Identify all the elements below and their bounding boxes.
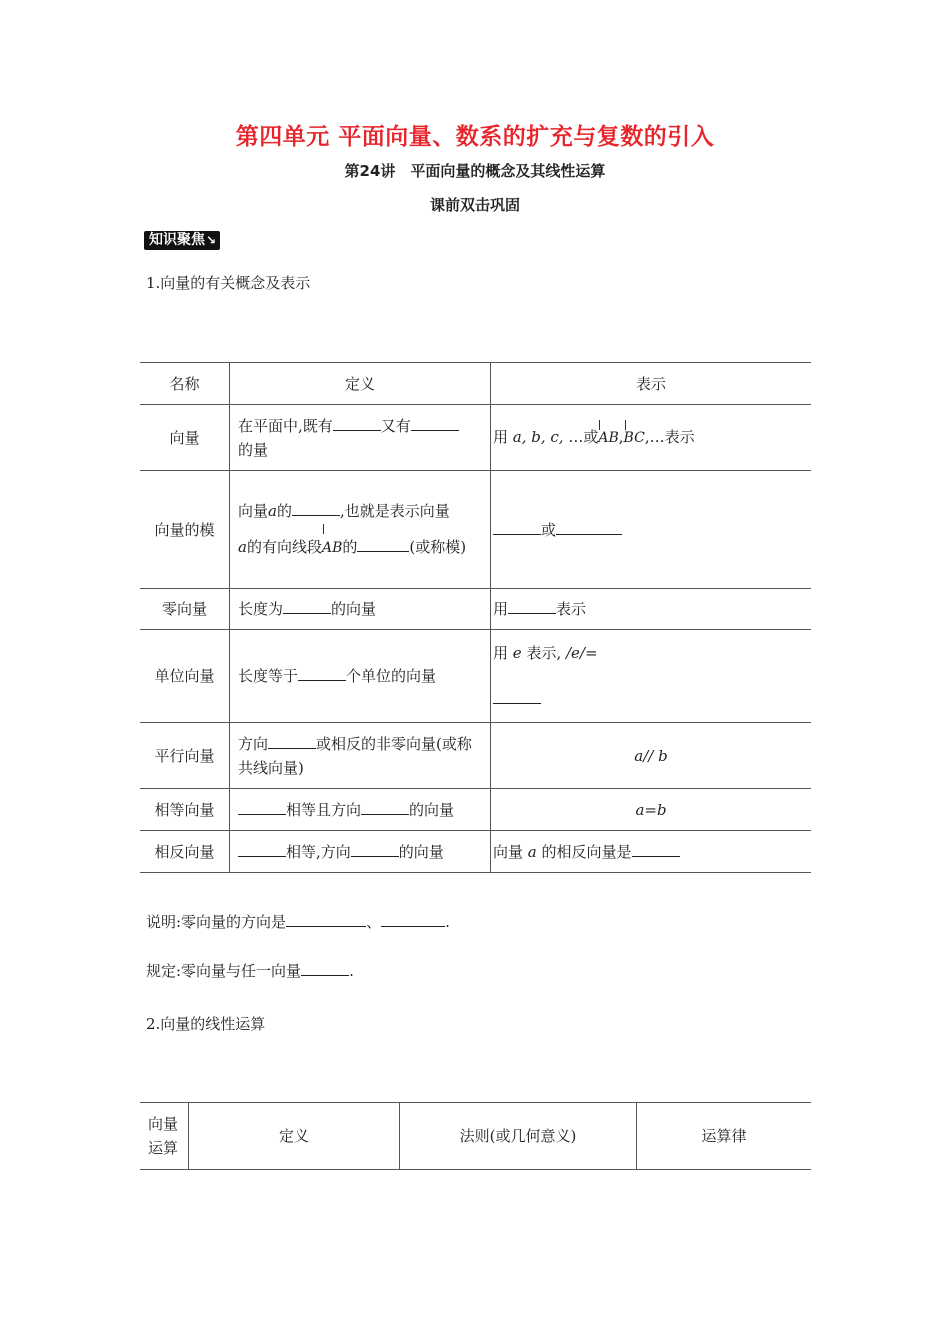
row-name: 向量的模 [140, 471, 230, 589]
row-name: 相反向量 [140, 831, 230, 873]
table-row [140, 831, 811, 873]
answer-blank[interactable] [632, 842, 680, 857]
row-name: 相等向量 [140, 789, 230, 831]
col-header-rule: 法则(或几何意义) [400, 1103, 637, 1170]
row-definition: 向量a的 ,也就是表示向量 a的有向线段AB的 (或称模) [230, 471, 491, 589]
col-header-definition: 定义 [230, 363, 491, 405]
row-name: 平行向量 [140, 723, 230, 789]
badge-label: 知识聚焦 [149, 232, 205, 248]
col-header-law: 运算律 [637, 1103, 812, 1170]
lecture-subtitle: 课前双击巩固 [429, 196, 520, 214]
section-1-heading: 1.向量的有关概念及表示 [146, 274, 311, 292]
answer-blank[interactable] [333, 416, 381, 431]
unit-title: 第四单元 平面向量、数系的扩充与复数的引入 [235, 124, 715, 150]
lecture-title: 第24讲 平面向量的概念及其线性运算 [344, 162, 606, 180]
col-header-definition: 定义 [189, 1103, 400, 1170]
answer-blank[interactable] [301, 961, 349, 976]
answer-blank[interactable] [508, 599, 556, 614]
table-row [140, 589, 811, 630]
answer-blank[interactable] [238, 842, 286, 857]
row-representation: a=b [491, 789, 812, 831]
table-row [140, 630, 811, 723]
col-header-name: 名称 [140, 363, 230, 405]
row-name: 向量 [140, 405, 230, 471]
table-row [140, 471, 811, 589]
table-row [140, 723, 811, 789]
row-definition: 相等,方向 的向量 [230, 831, 491, 873]
answer-blank[interactable] [361, 800, 409, 815]
answer-blank[interactable] [268, 734, 316, 749]
note-zero-vector-direction: 说明:零向量的方向是 、 . [146, 913, 450, 931]
table-header-row [140, 363, 811, 405]
row-definition: 长度等于 个单位的向量 [230, 630, 491, 723]
answer-blank[interactable] [298, 666, 346, 681]
row-definition: 长度为 的向量 [230, 589, 491, 630]
row-name: 零向量 [140, 589, 230, 630]
row-representation: a// b [491, 723, 812, 789]
knowledge-focus-badge [144, 231, 220, 250]
table-row [140, 789, 811, 831]
row-definition: 在平面中,既有 又有 的量 [230, 405, 491, 471]
vector-ab: AB [598, 426, 618, 450]
answer-blank[interactable] [238, 800, 286, 815]
table-row [140, 405, 811, 471]
answer-blank[interactable] [381, 912, 445, 927]
answer-blank[interactable] [283, 599, 331, 614]
arrow-down-right-icon: ↘ [206, 233, 217, 247]
answer-blank[interactable] [357, 537, 409, 552]
vector-ab: AB [322, 530, 342, 566]
linear-operations-table [140, 1102, 811, 1170]
answer-blank[interactable] [411, 416, 459, 431]
note-zero-vector-rule: 规定:零向量与任一向量 . [146, 962, 354, 980]
row-representation: 用 表示 [491, 589, 812, 630]
table-header-row [140, 1103, 811, 1170]
answer-blank[interactable] [292, 501, 340, 516]
row-name: 单位向量 [140, 630, 230, 723]
row-representation: 向量 a 的相反向量是 [491, 831, 812, 873]
row-definition: 相等且方向 的向量 [230, 789, 491, 831]
answer-blank[interactable] [286, 912, 366, 927]
row-definition: 方向 或相反的非零向量(或称共线向量) [230, 723, 491, 789]
row-representation: 或 [491, 471, 812, 589]
answer-blank[interactable] [351, 842, 399, 857]
row-representation: 用 a, b, c, …或AB,BC,…表示 [491, 405, 812, 471]
vector-concepts-table [140, 362, 811, 873]
col-header-representation: 表示 [491, 363, 812, 405]
answer-blank[interactable] [493, 520, 541, 535]
vector-bc: BC [624, 426, 645, 450]
section-2-heading: 2.向量的线性运算 [146, 1015, 266, 1033]
answer-blank[interactable] [493, 689, 541, 704]
row-representation: 用 e 表示, /e/= [491, 630, 812, 723]
answer-blank[interactable] [556, 520, 622, 535]
col-header-operation: 向量 运算 [140, 1103, 189, 1170]
